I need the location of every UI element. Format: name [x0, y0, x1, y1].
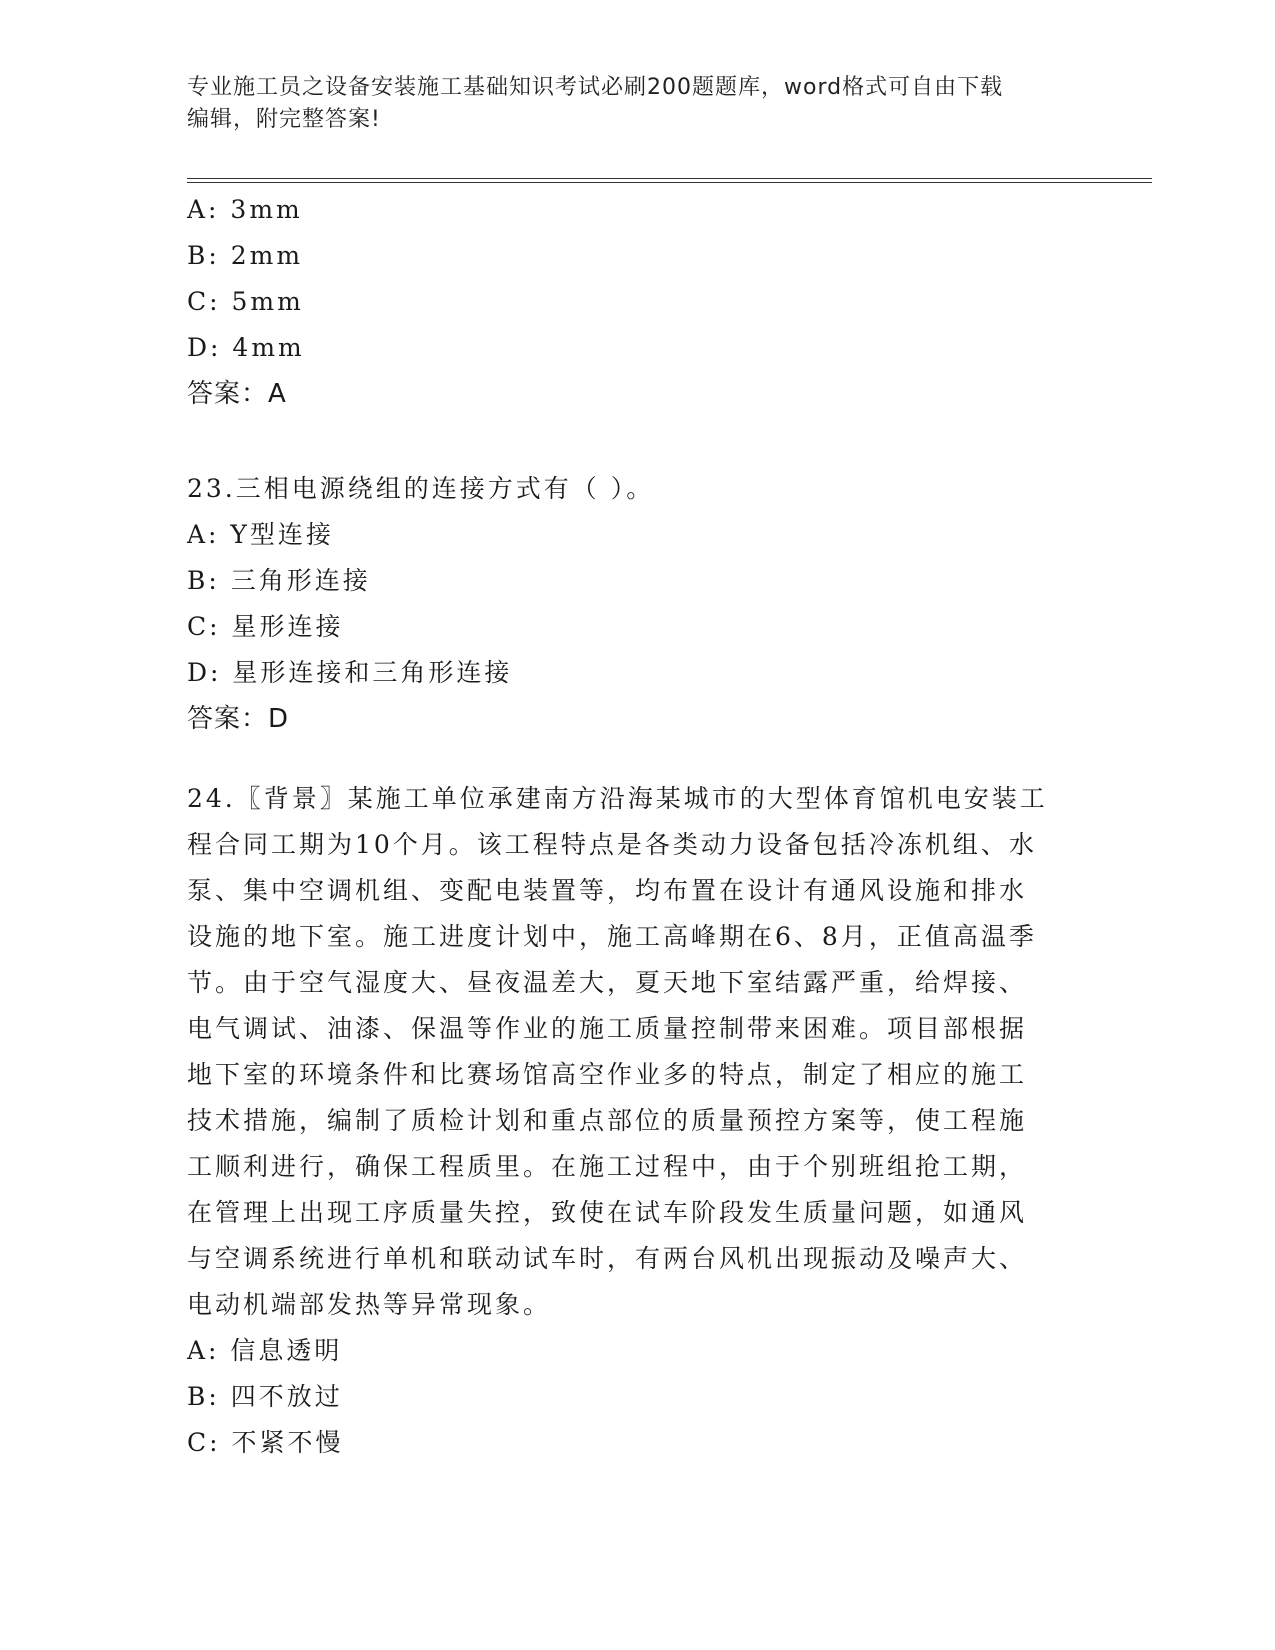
option-c: C: 5mm — [187, 287, 304, 316]
option-c: C: 星形连接 — [187, 612, 344, 641]
question-text-line: 技术措施，编制了质检计划和重点部位的质量预控方案等，使工程施 — [187, 1106, 1028, 1135]
option-a: A: 3mm — [187, 195, 303, 224]
question-text-line: 程合同工期为10个月。该工程特点是各类动力设备包括冷冻机组、水 — [187, 830, 1037, 859]
question-text-line: 24.〖背景〗某施工单位承建南方沿海某城市的大型体育馆机电安装工 — [187, 784, 1048, 813]
question-text-line: 与空调系统进行单机和联动试车时，有两台风机出现振动及噪声大、 — [187, 1244, 1028, 1273]
question-text-line: 在管理上出现工序质量失控，致使在试车阶段发生质量问题，如通风 — [187, 1198, 1028, 1227]
option-a: A: Y型连接 — [187, 520, 334, 549]
header-line-2: 编辑，附完整答案! — [187, 107, 381, 132]
header-rule-top — [187, 178, 1152, 179]
question-text: 23.三相电源绕组的连接方式有（ ）。 — [187, 474, 655, 503]
option-b: B: 四不放过 — [187, 1382, 343, 1411]
question-text-line: 设施的地下室。施工进度计划中，施工高峰期在6、8月，正值高温季 — [187, 922, 1037, 951]
question-text-line: 电动机端部发热等异常现象。 — [187, 1290, 552, 1319]
option-c: C: 不紧不慢 — [187, 1428, 344, 1457]
option-b: B: 三角形连接 — [187, 566, 371, 595]
option-d: D: 星形连接和三角形连接 — [187, 658, 513, 687]
question-text-line: 工顺利进行，确保工程质里。在施工过程中，由于个别班组抢工期， — [187, 1152, 1028, 1181]
header-rule-bottom — [187, 182, 1152, 183]
question-23-block — [187, 466, 654, 742]
header-line-1: 专业施工员之设备安装施工基础知识考试必刷200题题库，word格式可自由下载 — [187, 75, 1004, 100]
question-24-block — [187, 776, 1048, 1466]
option-d: D: 4mm — [187, 333, 305, 362]
question-text-line: 泵、集中空调机组、变配电装置等，均布置在设计有通风设施和排水 — [187, 876, 1028, 905]
question-22-block — [187, 187, 305, 417]
answer-line: 答案：D — [187, 704, 290, 734]
option-a: A: 信息透明 — [187, 1336, 343, 1365]
question-text-line: 节。由于空气湿度大、昼夜温差大，夏天地下室结露严重，给焊接、 — [187, 968, 1028, 997]
question-text-line: 地下室的环境条件和比赛场馆高空作业多的特点，制定了相应的施工 — [187, 1060, 1028, 1089]
document-header — [187, 72, 1067, 136]
question-text-line: 电气调试、油漆、保温等作业的施工质量控制带来困难。项目部根据 — [187, 1014, 1028, 1043]
answer-line: 答案：A — [187, 379, 287, 409]
option-b: B: 2mm — [187, 241, 304, 270]
